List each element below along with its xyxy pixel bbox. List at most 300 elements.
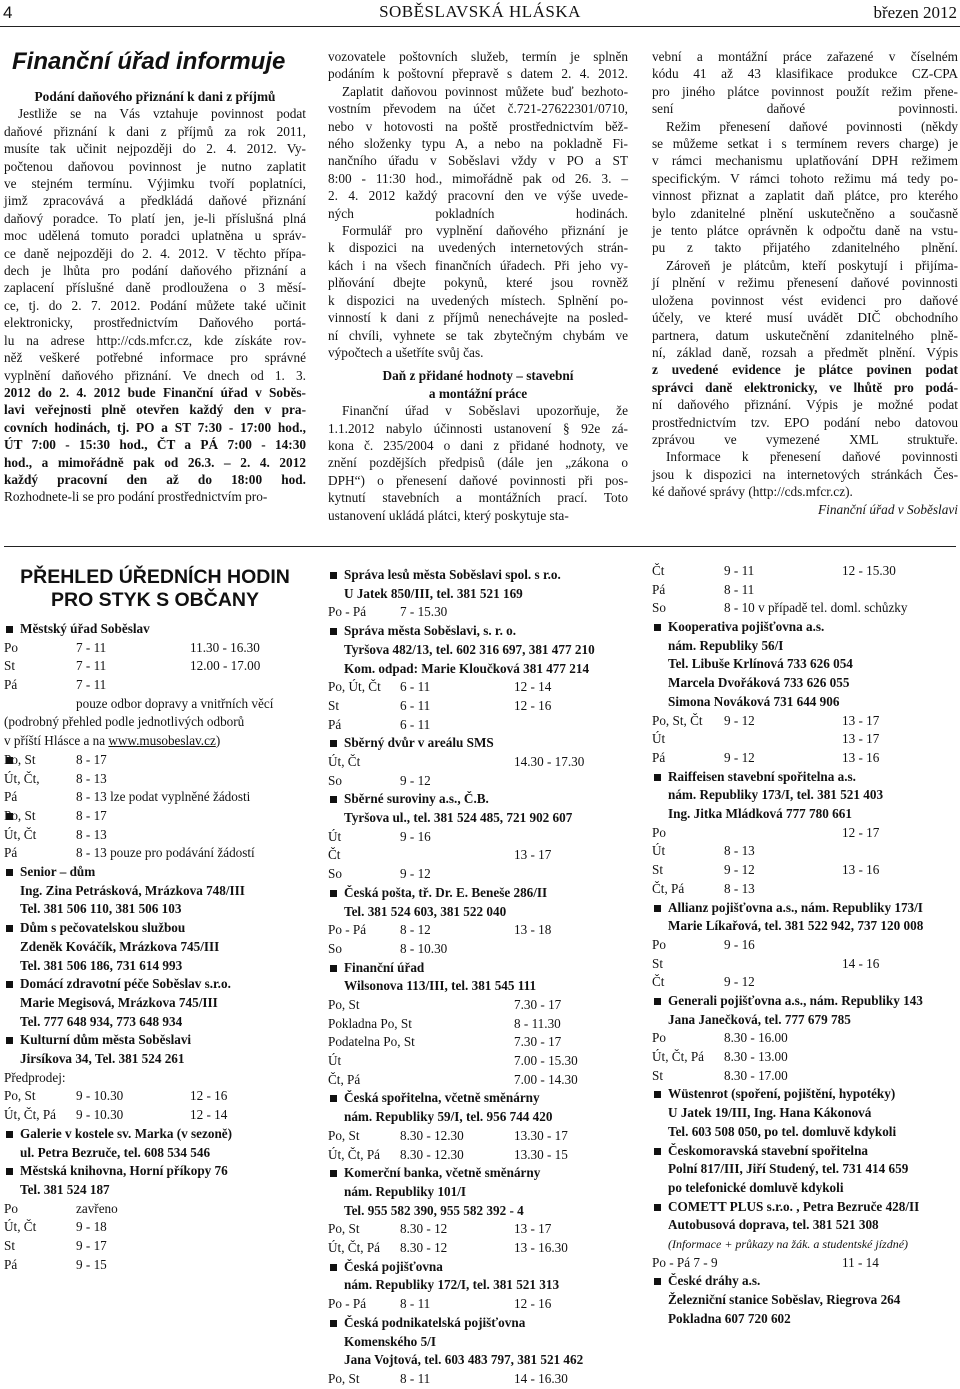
presale-label: Předprodej: bbox=[4, 1069, 66, 1085]
time-afternoon: 13 - 17 bbox=[842, 731, 880, 747]
day-label: Út, Čt, Pá bbox=[4, 1107, 57, 1123]
time-afternoon: 11 - 14 bbox=[842, 1254, 879, 1270]
day-label: Po - Pá 7 - 9 bbox=[652, 1254, 718, 1270]
day-label: St bbox=[328, 697, 339, 713]
time-morning: 8 - 13 lze podat vyplněné žádosti bbox=[76, 789, 251, 805]
hours-table bbox=[328, 828, 628, 884]
text-line: vební a montážní práce zařazené v číselném bbox=[652, 49, 958, 64]
text-line: nančního úřadu v Soběslavi vždy v PO a ST bbox=[328, 153, 628, 169]
text-line: ní daňového přiznání. Výpis je možné podat bbox=[652, 397, 958, 413]
office-galerie bbox=[4, 1125, 306, 1162]
office-detail: Ing. Zina Petrásková, Mrázkova 748/III bbox=[20, 882, 245, 898]
text-line: partnera, datum uskutečnění zdanitelného plně- bbox=[652, 327, 958, 343]
office-raiffeisen bbox=[652, 768, 958, 824]
day-label: Po, St bbox=[4, 807, 36, 823]
text-line: plňování dbejte pokynů, které jsou rovněž bbox=[328, 275, 628, 291]
hours-table bbox=[328, 1127, 628, 1164]
hours-table bbox=[4, 639, 306, 695]
day-label: St bbox=[652, 955, 663, 971]
text-line: ve stejném termínu. Výjimku tvoří poplatníci, bbox=[4, 176, 306, 192]
office-posta bbox=[328, 884, 628, 921]
hours-table bbox=[652, 936, 958, 992]
office-detail: ul. Petra Bezruče, tel. 608 534 546 bbox=[20, 1144, 211, 1160]
time-morning: 8 - 13 bbox=[76, 826, 107, 842]
text-line: hod., a mimořádně pak od 26.3. – 2. 4. 2012 bbox=[4, 454, 306, 470]
article-body-1 bbox=[4, 105, 306, 505]
hours-table bbox=[652, 824, 958, 899]
hours-table bbox=[4, 1087, 306, 1124]
office-name: Kulturní dům města Soběslavi bbox=[20, 1032, 192, 1048]
text-line: počtenou daňovou povinnost je nutno zaplatit bbox=[4, 158, 306, 174]
time-afternoon: 14 - 16.30 bbox=[514, 1370, 568, 1386]
text-line: Formulář pro vyplnění daňového přiznání je bbox=[342, 223, 628, 239]
time-morning: 9 - 16 bbox=[724, 936, 755, 952]
text-line: znění pozdějších předpisů (dále jen „zákona o bbox=[328, 455, 628, 471]
text-line: lu na adrese http://cds.mfcr.cz, kde získáte rov- bbox=[4, 332, 306, 348]
office-name: Wüstenrot (spoření, pojištění, hypotéky) bbox=[668, 1086, 896, 1102]
office-detail: Marcela Dvořáková 733 626 055 bbox=[668, 675, 850, 691]
time-afternoon: 12 - 16 bbox=[514, 697, 552, 713]
time-afternoon: 14 - 16 bbox=[842, 955, 880, 971]
day-label: St bbox=[4, 658, 15, 674]
text-line: k dispozici na uvedených internetových strán- bbox=[328, 240, 628, 256]
article-column-1 bbox=[4, 48, 306, 506]
hours-title-line2: PRO STYK S OBČANY bbox=[50, 589, 260, 611]
time-morning: 8.30 - 13.00 bbox=[724, 1049, 788, 1065]
text-line: 8:00 - 11:30 hod., mimořádně pak od 26. 3. – bbox=[328, 170, 628, 186]
day-label: Čt, Pá bbox=[328, 1071, 361, 1087]
office-financni-urad bbox=[328, 959, 628, 996]
text-line: ké daňové správy (http://cds.mfcr.cz). bbox=[652, 484, 853, 500]
time-afternoon: 13 - 17 bbox=[514, 847, 552, 863]
office-detail: Marie Megisová, Mrázkova 745/III bbox=[20, 994, 218, 1010]
time-morning: 9 - 12 bbox=[400, 866, 431, 882]
time-morning: 9 - 11 bbox=[724, 563, 755, 578]
day-label: Pá bbox=[652, 749, 666, 765]
office-detail: Tel. 381 506 110, 381 506 103 bbox=[20, 901, 182, 917]
time-afternoon: 12 - 14 bbox=[514, 679, 552, 695]
day-label: Pá bbox=[328, 716, 342, 732]
day-label: Út bbox=[652, 843, 666, 859]
office-name: Generali pojišťovna a.s., nám. Republiky 143 bbox=[668, 992, 923, 1008]
hours-row bbox=[652, 749, 958, 768]
hours-row bbox=[652, 1048, 958, 1067]
hours-table bbox=[328, 996, 628, 1089]
hours-row bbox=[4, 1200, 306, 1219]
office-detail: Ing. Jitka Mládková 777 780 661 bbox=[668, 806, 852, 822]
page-header bbox=[0, 0, 960, 27]
hours-row bbox=[4, 807, 306, 826]
text-line: vostním převodem na účet č.721-27622301/0710, bbox=[328, 101, 628, 117]
time-afternoon: 7.00 - 15.30 bbox=[514, 1053, 578, 1069]
time-morning: 8 - 11 bbox=[724, 581, 755, 597]
hours-table bbox=[328, 678, 628, 734]
hours-row bbox=[328, 865, 628, 884]
office-name: Allianz pojišťovna a.s., nám. Republiky 173/I bbox=[668, 899, 923, 915]
time-morning: 9 - 12 bbox=[724, 862, 755, 878]
musobeslav-link[interactable]: www.musobeslav.cz bbox=[108, 733, 216, 749]
time-morning: 8.30 - 12.30 bbox=[400, 1127, 464, 1143]
office-detail: Marie Líkařová, tel. 381 522 942, 737 120 008 bbox=[668, 918, 924, 934]
mu-note-3 bbox=[4, 732, 306, 751]
text-line: k dispozici na uvedených místech. Splnění po- bbox=[328, 292, 628, 308]
day-label: Po - Pá bbox=[328, 604, 367, 620]
day-label: Čt bbox=[652, 563, 665, 578]
hours-row bbox=[4, 751, 306, 770]
time-morning: zavřeno bbox=[76, 1200, 118, 1216]
office-name: Správa lesů města Soběslavi spol. s r.o. bbox=[344, 567, 561, 582]
time-afternoon: 12 - 16 bbox=[514, 1296, 552, 1312]
day-label: Pá bbox=[4, 845, 18, 861]
office-komercni-banka bbox=[328, 1164, 628, 1220]
day-label: Po, St bbox=[328, 997, 360, 1012]
time-afternoon: 13 - 18 bbox=[514, 922, 552, 938]
text-line: zprávou ve vymezené XML struktuře. bbox=[652, 431, 958, 447]
text-line: výpočtech a ušetříte svůj čas. bbox=[328, 344, 484, 360]
time-afternoon: 13.30 - 17 bbox=[514, 1127, 568, 1143]
time-afternoon: 13 - 17 bbox=[514, 1221, 552, 1237]
hours-row bbox=[328, 1370, 628, 1389]
day-label: Čt bbox=[328, 847, 341, 863]
office-generali bbox=[652, 992, 958, 1029]
time-morning: 7 - 11 bbox=[76, 658, 107, 674]
day-label: Po, St bbox=[4, 751, 36, 767]
hours-table bbox=[328, 1370, 628, 1389]
hours-row bbox=[4, 1237, 306, 1256]
hours-table bbox=[328, 1220, 628, 1257]
text-line: vozovatele poštovních služeb, termín je splněn bbox=[328, 49, 628, 64]
time-morning: 8 - 10.30 bbox=[400, 940, 448, 956]
office-dps bbox=[4, 919, 306, 975]
hours-table bbox=[328, 753, 628, 790]
day-label: Po - Pá bbox=[328, 1296, 367, 1312]
office-detail: Zdeněk Kováčík, Mrázkova 745/III bbox=[20, 938, 220, 954]
text-line: vinnost přiznat a zaplatit daň plátce, pro kterého bbox=[652, 188, 958, 204]
office-detail: Tel. 381 524 603, 381 522 040 bbox=[344, 903, 507, 919]
hours-table bbox=[652, 712, 958, 768]
hours-row bbox=[652, 1254, 958, 1273]
text-line: uložena povinnost vést evidenci pro daňové bbox=[652, 292, 958, 308]
hours-row bbox=[652, 824, 958, 843]
hours-table bbox=[652, 562, 958, 618]
time-morning: 9 - 15 bbox=[76, 1256, 107, 1272]
office-detail: nám. Republiky 59/I, tel. 956 744 420 bbox=[344, 1109, 553, 1125]
text-line: něž veškeré potřebné informace pro správné bbox=[4, 350, 306, 366]
time-afternoon: 12 - 16 bbox=[190, 1088, 228, 1104]
hours-row bbox=[4, 657, 306, 676]
day-label: Pá bbox=[652, 581, 666, 597]
hours-row bbox=[652, 955, 958, 974]
day-label: Pá bbox=[4, 1256, 18, 1272]
article-body-2 bbox=[328, 48, 628, 361]
text-line: Zároveň je plátcům, kteří poskytují i přijíma- bbox=[666, 257, 958, 273]
hours-row bbox=[328, 1295, 628, 1314]
hours-column-2 bbox=[328, 566, 628, 1389]
mu-note-3-text: v příští Hlásce a na bbox=[4, 733, 109, 749]
time-morning: 9 - 17 bbox=[76, 1238, 107, 1253]
hours-row bbox=[4, 770, 306, 789]
time-afternoon: 11.30 - 16.30 bbox=[190, 639, 260, 655]
time-morning: 9 - 10.30 bbox=[76, 1088, 124, 1104]
text-line: covních hodinách, tj. PO a ST 7:30 - 17:00 hod., bbox=[4, 419, 306, 435]
text-line: prostřednictvím tzv. EPO podání nebo datovou bbox=[652, 414, 958, 430]
day-label: Pá bbox=[4, 677, 18, 693]
time-morning: 6 - 11 bbox=[400, 716, 431, 732]
office-detail: Jana Janečková, tel. 777 679 785 bbox=[668, 1011, 851, 1027]
office-detail: nám. Republiky 173/I, tel. 381 521 403 bbox=[668, 787, 884, 803]
office-senior bbox=[4, 863, 306, 919]
text-line: kách i na všech finančních úřadech. Při jeho vy- bbox=[328, 257, 628, 273]
office-wustenrot bbox=[652, 1085, 958, 1141]
day-label: Út, Čt, Pá bbox=[328, 1240, 381, 1256]
article-signature: Finanční úřad v Soběslavi bbox=[818, 501, 958, 517]
time-morning: 9 - 12 bbox=[724, 712, 755, 728]
hours-table bbox=[4, 1200, 306, 1275]
text-line: lavi veřejnosti plně otevřen každý den v pra- bbox=[4, 402, 306, 418]
text-line: nebo v hotovosti na poště prostřednictvím běž- bbox=[328, 118, 628, 134]
text-line: ÚT 7:00 - 15:30 hod., ČT a PÁ 7:00 - 14:30 bbox=[4, 437, 306, 453]
office-sberny-dvur bbox=[328, 734, 628, 753]
day-label: So bbox=[328, 772, 342, 788]
text-line: ce, tj. do 2. 7. 2012. Podání můžete také učinit bbox=[4, 297, 306, 313]
time-morning: 8.30 - 12 bbox=[400, 1240, 448, 1256]
hours-row bbox=[4, 1106, 306, 1125]
time-afternoon: 12 - 14 bbox=[190, 1107, 228, 1123]
hours-row bbox=[328, 697, 628, 716]
comett-note: (Informace + průkazy na žák. a studentské jízdné) bbox=[668, 1237, 909, 1252]
hours-title bbox=[4, 566, 306, 612]
hours-row bbox=[652, 842, 958, 861]
hours-row bbox=[4, 826, 306, 845]
day-label: Čt, Pá bbox=[652, 880, 685, 896]
section-divider bbox=[4, 546, 956, 547]
office-name: Domácí zdravotní péče Soběslav s.r.o. bbox=[20, 976, 231, 992]
office-kooperativa bbox=[652, 618, 958, 712]
text-line: specifickým. V rámci tohoto režimu má tedy po- bbox=[652, 170, 958, 186]
hours-table bbox=[4, 751, 306, 807]
time-afternoon: 14.30 - 17.30 bbox=[514, 753, 585, 769]
day-label: So bbox=[652, 600, 666, 616]
text-line: ustanovení ukládá plátci, který poskytuje sta- bbox=[328, 507, 569, 523]
hours-row bbox=[4, 1256, 306, 1275]
text-line: Informace k přenesení daňové povinnosti bbox=[666, 449, 958, 465]
time-afternoon: 7.30 - 17 bbox=[514, 997, 562, 1012]
office-name: Česká spořitelna, včetně směnárny bbox=[344, 1090, 540, 1106]
text-line: pro jiného plátce povinnost použít režim přene- bbox=[652, 83, 958, 99]
article-title: Finanční úřad informuje bbox=[12, 48, 286, 75]
time-afternoon: 13 - 16.30 bbox=[514, 1240, 568, 1256]
hours-row bbox=[652, 562, 958, 581]
office-ceska-pojistovna bbox=[328, 1258, 628, 1295]
office-detail: Tyršova ul., tel. 381 524 485, 721 902 607 bbox=[344, 810, 573, 826]
hours-row bbox=[4, 1087, 306, 1106]
hours-row bbox=[328, 1071, 628, 1090]
hours-row bbox=[328, 1127, 628, 1146]
day-label: Út, Čt, Pá bbox=[652, 1049, 705, 1065]
text-line: moc udělená tomuto poradci uplatněna u správ- bbox=[4, 228, 306, 244]
time-morning: 8.30 - 16.00 bbox=[724, 1030, 788, 1046]
time-morning: 8.30 - 12 bbox=[400, 1221, 448, 1237]
text-line: bylo zdanitelné plnění uskutečněno a současně bbox=[652, 205, 958, 221]
day-label: Po - Pá bbox=[328, 922, 367, 938]
office-name: Komerční banka, včetně směnárny bbox=[344, 1165, 541, 1181]
hours-row bbox=[328, 1146, 628, 1165]
hours-row bbox=[328, 772, 628, 791]
time-morning: 7 - 11 bbox=[76, 639, 107, 655]
office-detail: Polní 817/III, Jiří Studený, tel. 731 414 659 bbox=[668, 1161, 909, 1177]
time-morning: 8 - 12 bbox=[400, 922, 431, 938]
text-line: vinností k dani z příjmů nenechávejte na posled- bbox=[328, 310, 628, 326]
day-label: Út, Čt bbox=[4, 1219, 37, 1235]
day-label: So bbox=[328, 866, 342, 882]
day-label: Po, St bbox=[328, 1370, 360, 1386]
hours-row bbox=[328, 716, 628, 735]
office-detail: nám. Republiky 172/I, tel. 381 521 313 bbox=[344, 1277, 560, 1293]
mu-note-2: (podrobný přehled podle jednotlivých odborů bbox=[4, 714, 245, 730]
text-line: jí plnění v režimu přenesení daňové povinnosti bbox=[652, 275, 958, 291]
time-afternoon: 12.00 - 17.00 bbox=[190, 658, 261, 674]
hours-row bbox=[4, 844, 306, 863]
day-label: Út, Čt bbox=[4, 826, 37, 842]
mu-note-1: pouze odbor dopravy a vnitřních věcí bbox=[76, 695, 274, 711]
text-line: vyplnění daňového přiznání. Ve dnech od 1. 3. bbox=[4, 367, 306, 383]
text-line: dech je lhůta pro podání daňového přiznání a bbox=[4, 263, 306, 279]
hours-row bbox=[652, 1029, 958, 1048]
office-name: COMETT PLUS s.r.o. , Petra Bezruče 428/II bbox=[668, 1198, 920, 1214]
text-line: pu z takto přijatého zdanitelného plnění. bbox=[652, 240, 958, 256]
hours-row bbox=[328, 1220, 628, 1239]
time-morning: 8 - 13 bbox=[76, 770, 107, 786]
day-label: Po bbox=[652, 936, 666, 952]
time-morning: 7 - 11 bbox=[76, 677, 107, 693]
text-line: Finanční úřad v Soběslavi upozorňuje, že bbox=[342, 403, 628, 419]
office-name: České dráhy a.s. bbox=[668, 1273, 761, 1289]
hours-row bbox=[328, 828, 628, 847]
day-label: Čt bbox=[652, 974, 665, 990]
text-line: zaplacení příslušné daně prodloužena o 3 měsí- bbox=[4, 280, 306, 296]
subhead-income-tax: Podání daňového přiznání k dani z příjmů bbox=[34, 89, 276, 104]
hours-table bbox=[328, 1295, 628, 1314]
hours-row bbox=[652, 581, 958, 600]
newspaper-title: SOBĚSLAVSKÁ HLÁSKA bbox=[379, 2, 581, 21]
office-detail: Kom. odpad: Marie Kloučková 381 477 214 bbox=[344, 660, 590, 676]
page-number: 4 bbox=[3, 3, 13, 22]
office-name: Dům s pečovatelskou službou bbox=[20, 920, 186, 936]
text-line: ce daně nejpozději do 2. 4. 2012. V těchto přípa- bbox=[4, 245, 306, 261]
hours-row bbox=[328, 921, 628, 940]
office-detail: Tel. 955 582 390, 955 582 392 - 4 bbox=[344, 1202, 524, 1218]
office-cpp bbox=[328, 1314, 628, 1370]
text-line: Jestliže se na Vás vztahuje povinnost podat bbox=[18, 106, 306, 122]
hours-row bbox=[328, 1052, 628, 1071]
text-line: v rámci mechanismu uplatňování DPH režimem bbox=[652, 153, 958, 169]
time-afternoon: 13.30 - 15 bbox=[514, 1146, 568, 1162]
hours-table bbox=[652, 1029, 958, 1085]
time-morning: 8 - 13 pouze pro podávání žádostí bbox=[76, 845, 255, 861]
office-name: Galerie v kostele sv. Marka (v sezoně) bbox=[20, 1125, 233, 1141]
time-morning: 8 - 13 bbox=[724, 880, 755, 896]
day-label: Po bbox=[4, 639, 18, 655]
day-label: Po bbox=[652, 1030, 666, 1046]
time-morning: 8 - 11 bbox=[400, 1370, 431, 1386]
office-allianz bbox=[652, 899, 958, 936]
text-line: jimž zpracovává a předkládá daňové přiznání bbox=[4, 193, 306, 209]
hours-table bbox=[328, 603, 628, 622]
issue-date: březen 2012 bbox=[873, 3, 957, 22]
hours-row bbox=[652, 730, 958, 749]
day-label: Po, St, Čt bbox=[652, 712, 703, 728]
text-line: ní, základ daně, rozsah a předmět plnění. Výpis bbox=[652, 344, 958, 360]
hours-table bbox=[4, 807, 306, 863]
article-body-4 bbox=[652, 48, 958, 501]
day-label: Út, Čt, bbox=[4, 770, 40, 786]
mu-note-3-end: ) bbox=[215, 733, 221, 749]
office-detail: nám. Republiky 101/I bbox=[344, 1183, 467, 1199]
office-name: Česká podnikatelská pojišťovna bbox=[344, 1314, 526, 1330]
day-label: Podatelna Po, St bbox=[328, 1034, 415, 1050]
time-afternoon: 13 - 16 bbox=[842, 749, 880, 765]
office-ceska-sporitelna bbox=[328, 1089, 628, 1126]
office-name: Sběrné suroviny a.s., Č.B. bbox=[344, 791, 489, 807]
day-label: Pá bbox=[4, 789, 18, 805]
office-mu bbox=[4, 620, 306, 639]
time-afternoon: 12 - 15.30 bbox=[842, 563, 896, 578]
office-kulturni-dum bbox=[4, 1031, 306, 1068]
text-line: daňový poradce. To platí jen, je-li příslušná plná bbox=[4, 210, 306, 226]
office-detail: Jana Vojtová, tel. 603 483 797, 381 521 462 bbox=[344, 1352, 584, 1368]
time-afternoon: 12 - 17 bbox=[842, 824, 880, 840]
time-morning: 8.30 - 12.30 bbox=[400, 1146, 464, 1162]
office-domaci-pece bbox=[4, 975, 306, 1031]
hours-row bbox=[652, 712, 958, 731]
time-morning: 9 - 16 bbox=[400, 828, 431, 844]
office-comett bbox=[652, 1198, 958, 1235]
hours-column-3 bbox=[652, 562, 958, 1329]
text-line: musíte tak učinit nejpozději do 2. 4. 2012. Vy- bbox=[4, 141, 306, 157]
time-morning: 9 - 12 bbox=[724, 974, 755, 990]
office-detail: Pokladna 607 720 602 bbox=[668, 1310, 791, 1326]
hours-row bbox=[652, 936, 958, 955]
text-line: kódu 41 až 43 klasifikace produkce CZ-CPA bbox=[652, 66, 958, 82]
office-cmss bbox=[652, 1142, 958, 1198]
text-line: z uvedené evidence je plátce povinen podat bbox=[652, 362, 958, 378]
office-sprava-mesta bbox=[328, 622, 628, 678]
office-name: Správa města Soběslavi, s. r. o. bbox=[344, 623, 517, 639]
text-line: podáním k poštovní přepravě s datem 2. 4. 2012. bbox=[328, 66, 628, 82]
text-line: 2. 4. 2012 každý pracovní den ve výše uvede- bbox=[328, 188, 628, 204]
office-detail: Komenského 5/I bbox=[344, 1333, 436, 1349]
office-name: Raiffeisen stavební spořitelna a.s. bbox=[668, 768, 856, 784]
time-morning: 6 - 11 bbox=[400, 679, 431, 695]
hours-row bbox=[652, 599, 958, 618]
office-name: Českomoravská stavební spořitelna bbox=[668, 1142, 869, 1158]
time-morning: 8 - 17 bbox=[76, 807, 107, 823]
office-detail: Tel. 603 508 050, po tel. domluvě kdykoli bbox=[668, 1123, 897, 1139]
office-detail: Železniční stanice Soběslav, Riegrova 264 bbox=[668, 1292, 901, 1308]
office-name: Česká pojišťovna bbox=[344, 1258, 443, 1274]
office-detail: Simona Nováková 731 644 906 bbox=[668, 693, 840, 709]
text-line: ného složenky typu A, a nebo na pokladně Fi- bbox=[328, 136, 628, 152]
office-ceske-drahy bbox=[652, 1272, 958, 1328]
text-line: sení daňové povinnosti. bbox=[652, 101, 958, 117]
day-label: St bbox=[652, 1067, 663, 1083]
day-label: Po bbox=[4, 1200, 18, 1216]
hours-row bbox=[328, 603, 628, 622]
day-label: Út bbox=[328, 828, 342, 844]
text-line: DPH“) o přenesení daňové povinnosti při pos- bbox=[328, 472, 628, 488]
office-name: Městská knihovna, Horní příkopy 76 bbox=[20, 1163, 228, 1179]
office-name: Sběrný dvůr v areálu SMS bbox=[344, 735, 494, 751]
